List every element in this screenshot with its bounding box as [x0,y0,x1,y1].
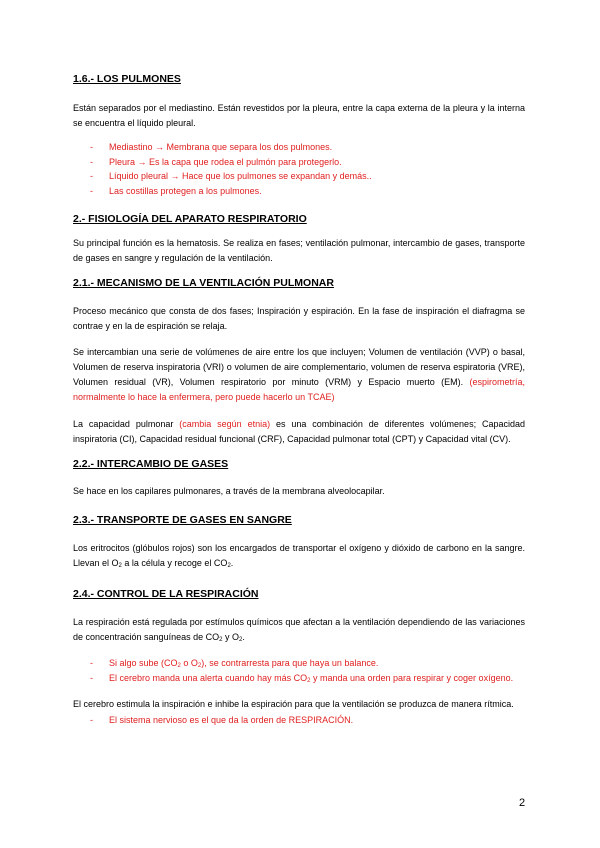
paragraph-control [73,615,525,645]
transporte-text: a la célula y recoge el CO [121,558,228,568]
paragraph-pulmones: Están separados por el mediastino. Están revestidos por la pleura, entre la capa externa de la pleura y la interna se encuentra el líquido pleural. [73,103,525,128]
subscript: 2 [177,663,181,669]
list-item: - Mediastino → Membrana que separa los dos pulmones. [73,140,525,155]
heading-intercambio-gases: 2.2.- INTERCAMBIO DE GASES [73,458,229,470]
subscript: 2 [197,663,202,669]
volumenes-text: Se intercambian una serie de volúmenes de aire entre los que incluyen; Volumen de ventilación (VVP) o basal, Volumen de reserva inspiratoria (VRI) o volumen de aire complementario, volumen de reserva espiratoria (VRE), Volumen residual (VR), Volumen respiratorio por minuto (VRM) y Espacio muerto (EM). [73,347,525,387]
capacidad-text-start: La capacidad pulmonar [73,419,174,429]
list-item: - Las costillas protegen a los pulmones. [73,184,525,199]
paragraph-transporte [73,541,525,571]
subscript: 2 [238,637,243,643]
subscript: 2 [227,563,231,569]
transporte-text: . [230,558,234,568]
list-item: - Líquido pleural → Hace que los pulmones se expandan y demás.. [73,169,525,184]
control-text: y O [222,632,239,642]
paragraph-volumenes [73,345,525,405]
espirometria-note: (espirometría, normalmente lo hace la enfermera, pero puede hacerlo un TCAE) [73,377,525,402]
heading-mecanismo-ventilacion: 2.1.- MECANISMO DE LA VENTILACIÓN PULMONAR [73,277,334,289]
list-item [73,671,525,686]
heading-control-respiracion: 2.4.- CONTROL DE LA RESPIRACIÓN [73,588,259,600]
list-control [73,656,525,685]
list-item: - Pleura → Es la capa que rodea el pulmón para protegerlo. [73,155,525,170]
heading-transporte-gases: 2.3.- TRANSPORTE DE GASES EN SANGRE [73,514,292,526]
item-text: ), se contrarresta para que haya un balance. [201,658,379,668]
list-item: - El sistema nervioso es el que da la orden de RESPIRACIÓN. [73,713,525,728]
subscript: 2 [219,637,223,643]
subscript: 2 [118,563,122,569]
paragraph-fisiologia: Su principal función es la hematosis. Se realiza en fases; ventilación pulmonar, intercambio de gases, transporte de gases en sangre y regulación de la ventilación. [73,238,525,263]
transporte-text: Los eritrocitos (glóbulos rojos) son los encargados de transportar el oxígeno y dióxido de carbono en la sangre. Llevan el O [73,543,525,568]
item-text: y manda una orden para respirar y coger oxígeno. [310,672,514,683]
etnia-note: (cambia según etnia) [179,419,271,429]
paragraph-mecanismo: Proceso mecánico que consta de dos fases; Inspiración y espiración. En la fase de inspiración el diafragma se contrae y en la de espiración se relaja. [73,306,525,331]
paragraph-intercambio: Se hace en los capilares pulmonares, a través de la membrana alveolocapilar. [73,486,385,496]
paragraph-cerebro: El cerebro estimula la inspiración e inhibe la espiración para que la ventilación se produzca de manera rítmica. [73,699,514,709]
item-text: El cerebro manda una alerta cuando hay más CO [109,672,308,683]
paragraph-capacidad [73,417,525,447]
control-text: . [242,632,245,642]
page-number: 2 [519,797,526,809]
subscript: 2 [307,677,311,684]
heading-fisiologia: 2.- FISIOLOGÍA DEL APARATO RESPIRATORIO [73,213,307,225]
capacidad-text-end: es una combinación de diferentes volúmenes; Capacidad inspiratoria (CI), Capacidad residual funcional (CRF), Capacidad pulmonar total (CPT) y Capacidad vital (CV). [73,419,525,444]
heading-los-pulmones: 1.6.- LOS PULMONES [73,73,181,85]
page-content [73,72,525,728]
control-text: La respiración está regulada por estímulos químicos que afectan a la ventilación dependiendo de las variaciones de concentración sanguíneas de CO [73,617,525,642]
list-item [73,656,525,671]
item-text: Si algo sube (CO [109,658,178,668]
list-pulmones [73,140,525,198]
list-sistema-nervioso [73,713,525,728]
item-text: o O [180,658,198,668]
